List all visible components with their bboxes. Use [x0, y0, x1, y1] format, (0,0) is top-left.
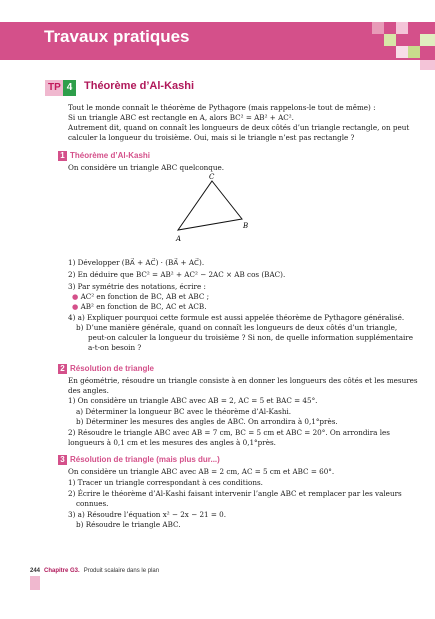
section-line: des angles. [68, 386, 109, 395]
bullet-text: AC² en fonction de BC, AB et ABC ; [80, 292, 210, 301]
question: 2) En déduire que BC² = AB² + AC² − 2AC × AB cos (BAC). [68, 270, 286, 279]
vertex-label-b: B [243, 222, 249, 230]
question: peut-on calculer la longueur du troisième ? Si non, de quelle information supplémentaire [88, 333, 413, 342]
tp-number: 4 [63, 80, 76, 96]
section-line: En géométrie, résoudre un triangle consiste à en donner les longueurs des côtés et les mesures [68, 376, 418, 385]
section-line: On considère un triangle ABC quelconque. [68, 163, 225, 172]
bullet-text: AB² en fonction de BC, AC et ACB. [80, 302, 207, 311]
intro-line: calculer la longueur du troisième. Oui, mais si le triangle n’est pas rectangle ? [68, 133, 355, 142]
question: 3) Par symétrie des notations, écrire : [68, 282, 206, 291]
section-line: 1) Tracer un triangle correspondant à ces conditions. [68, 478, 263, 487]
section-line: 2) Écrire le théorème d’Al-Kashi faisant intervenir l’angle ABC et remplacer par les valeurs [68, 489, 402, 498]
section-line: b) Déterminer les mesures des angles de ABC. On arrondira à 0,1°près. [76, 417, 338, 426]
tp-badge [45, 80, 75, 96]
section-line: 3) a) Résoudre l’équation x² − 2x − 21 = 0. [68, 510, 227, 519]
chapter-label: Chapitre G3. [44, 568, 80, 574]
triangle-shape [178, 181, 242, 230]
vertex-label-a: A [176, 235, 182, 243]
decor-square [396, 22, 408, 34]
chapter-title: Produit scalaire dans le plan [83, 568, 160, 574]
bullet-item [72, 292, 209, 302]
bullet-item [72, 302, 206, 312]
triangle-figure [170, 172, 260, 244]
section-number: 2 [58, 364, 67, 374]
decor-square [384, 34, 396, 46]
question: 4) a) Expliquer pourquoi cette formule est aussi appelée théorème de Pythagore généralisé. [68, 313, 405, 322]
section-line: a) Déterminer la longueur BC avec le théorème d’Al-Kashi. [76, 407, 292, 416]
decor-square [396, 46, 408, 58]
bullet-icon: ● [72, 302, 79, 311]
intro-line: Tout le monde connaît le théorème de Pythagore (mais rappelons-le tout de même) : [68, 103, 376, 112]
section-heading [58, 151, 150, 161]
decor-square [408, 46, 420, 58]
intro-line: Si un triangle ABC est rectangle en A, alors BC² = AB² + AC². [68, 113, 294, 122]
section-line: longueurs à 0,1 cm et les mesures des angles à 0,1°près. [68, 438, 276, 447]
section-line: b) Résoudre le triangle ABC. [76, 520, 181, 529]
section-heading [58, 455, 220, 465]
tp-title: Théorème d’Al-Kashi [84, 80, 195, 92]
vertex-label-c: C [209, 173, 215, 181]
question: a-t-on besoin ? [88, 343, 142, 352]
section-line: 1) On considère un triangle ABC avec AB = 2, AC = 5 et BAC = 45°. [68, 396, 318, 405]
section-line: connues. [76, 499, 109, 508]
section-number: 3 [58, 455, 67, 465]
decor-square [420, 60, 435, 70]
page-footer [30, 568, 159, 574]
question: 1) Développer (BA⃗ + AC⃗) · (BA⃗ + AC⃗). [68, 258, 205, 267]
section-title: Théorème d’Al-Kashi [70, 151, 151, 160]
footer-decor [30, 576, 40, 590]
section-line: On considère un triangle ABC avec AB = 2 cm, AC = 5 cm et ABC = 60°. [68, 467, 335, 476]
tp-label: TP [48, 82, 61, 93]
page-number: 244 [30, 568, 41, 574]
section-heading [58, 364, 154, 374]
page-title: Travaux pratiques [44, 27, 190, 46]
bullet-icon: ● [72, 292, 79, 301]
section-title: Résolution de triangle (mais plus dur...) [70, 455, 220, 464]
section-number: 1 [58, 151, 67, 161]
decor-square [372, 22, 384, 34]
decor-square [420, 34, 435, 46]
header-banner [0, 22, 435, 60]
section-title: Résolution de triangle [70, 364, 155, 373]
intro-line: Autrement dit, quand on connaît les longueurs de deux côtés d’un triangle rectangle, on peut [68, 123, 410, 132]
question: b) D’une manière générale, quand on connaît les longueurs de deux côtés d’un triangle, [76, 323, 398, 332]
section-line: 2) Résoudre le triangle ABC avec AB = 7 cm, BC = 5 cm et ABC = 20°. On arrondira les [68, 428, 390, 437]
